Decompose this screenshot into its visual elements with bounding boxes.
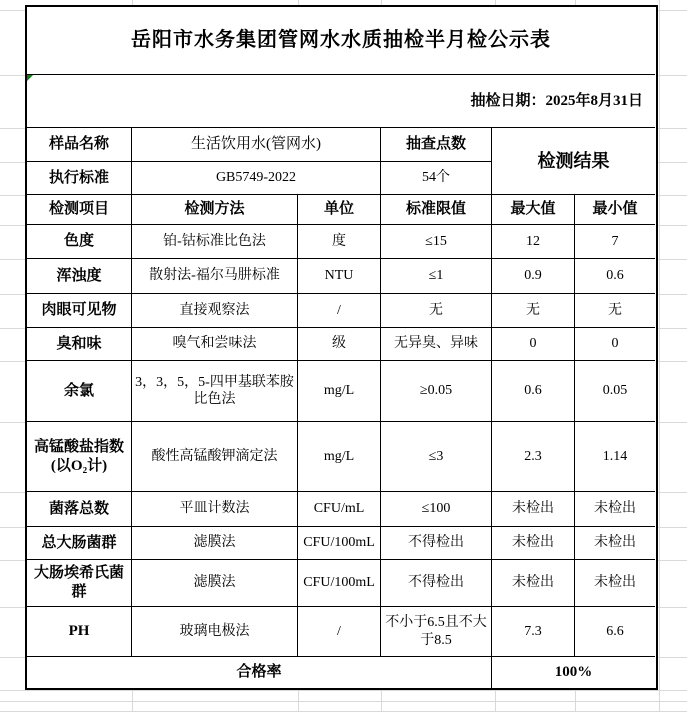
cell-method[interactable]: 滤膜法 bbox=[132, 560, 298, 607]
cell-item[interactable]: 色度 bbox=[27, 225, 132, 259]
sample-date-text: 抽检日期：2025年8月31日 bbox=[470, 92, 643, 109]
cell-sample-name-label[interactable]: 样品名称 bbox=[27, 128, 132, 162]
cell-unit[interactable]: CFU/mL bbox=[298, 492, 381, 527]
cell-limit[interactable]: 不得检出 bbox=[381, 560, 492, 607]
cell-item[interactable]: 高锰酸盐指数(以O₂计) bbox=[27, 422, 132, 492]
cell-max[interactable]: 0 bbox=[492, 328, 575, 361]
cell-max[interactable]: 无 bbox=[492, 294, 575, 328]
cell-unit[interactable]: 级 bbox=[298, 328, 381, 361]
cell-item[interactable]: PH bbox=[27, 607, 132, 657]
cell-unit[interactable]: CFU/100mL bbox=[298, 560, 381, 607]
water-quality-table bbox=[25, 5, 658, 690]
cell-method[interactable]: 平皿计数法 bbox=[132, 492, 298, 527]
col-header-limit[interactable]: 标准限值 bbox=[381, 195, 492, 225]
cell-min[interactable]: 无 bbox=[575, 294, 655, 328]
cell-max[interactable]: 0.9 bbox=[492, 259, 575, 294]
cell-method[interactable]: 铂-钴标准比色法 bbox=[132, 225, 298, 259]
cell-min[interactable]: 0.05 bbox=[575, 361, 655, 422]
cell-max[interactable]: 未检出 bbox=[492, 560, 575, 607]
cell-method[interactable]: 嗅气和尝味法 bbox=[132, 328, 298, 361]
cell-pass-rate-label[interactable]: 合格率 bbox=[27, 657, 492, 688]
cell-method[interactable]: 酸性高锰酸钾滴定法 bbox=[132, 422, 298, 492]
cell-unit[interactable]: NTU bbox=[298, 259, 381, 294]
cell-max[interactable]: 2.3 bbox=[492, 422, 575, 492]
col-header-min[interactable]: 最小值 bbox=[575, 195, 655, 225]
cell-sample-name-value[interactable]: 生活饮用水(管网水) bbox=[132, 128, 381, 162]
cell-result-header[interactable]: 检测结果 bbox=[492, 128, 655, 195]
cell-item[interactable]: 臭和味 bbox=[27, 328, 132, 361]
cell-limit[interactable]: 不小于6.5且不大于8.5 bbox=[381, 607, 492, 657]
cell-limit[interactable]: 无异臭、异味 bbox=[381, 328, 492, 361]
cell-max[interactable]: 未检出 bbox=[492, 527, 575, 560]
col-header-method[interactable]: 检测方法 bbox=[132, 195, 298, 225]
cell-limit[interactable]: ≤15 bbox=[381, 225, 492, 259]
cell-max[interactable]: 7.3 bbox=[492, 607, 575, 657]
cell-item[interactable]: 大肠埃希氏菌群 bbox=[27, 560, 132, 607]
cell-min[interactable]: 0.6 bbox=[575, 259, 655, 294]
cell-min[interactable]: 0 bbox=[575, 328, 655, 361]
cell-min[interactable]: 7 bbox=[575, 225, 655, 259]
cell-method[interactable]: 玻璃电极法 bbox=[132, 607, 298, 657]
cell-method[interactable]: 3，3，5，5-四甲基联苯胺比色法 bbox=[132, 361, 298, 422]
col-header-max[interactable]: 最大值 bbox=[492, 195, 575, 225]
cell-max[interactable]: 12 bbox=[492, 225, 575, 259]
cell-limit[interactable]: ≤100 bbox=[381, 492, 492, 527]
cell-pass-rate-value[interactable]: 100% bbox=[554, 664, 593, 681]
cell-error-indicator-triangle[interactable] bbox=[27, 75, 33, 81]
cell-item[interactable]: 总大肠菌群 bbox=[27, 527, 132, 560]
cell-limit[interactable]: 无 bbox=[381, 294, 492, 328]
cell-method[interactable]: 散射法-福尔马肼标准 bbox=[132, 259, 298, 294]
cell-max[interactable]: 0.6 bbox=[492, 361, 575, 422]
cell-sample-date[interactable] bbox=[27, 75, 655, 128]
cell-standard-value[interactable]: GB5749-2022 bbox=[132, 162, 381, 195]
cell-item[interactable]: 浑浊度 bbox=[27, 259, 132, 294]
cell-min[interactable]: 6.6 bbox=[575, 607, 655, 657]
col-header-item[interactable]: 检测项目 bbox=[27, 195, 132, 225]
cell-item[interactable]: 余氯 bbox=[27, 361, 132, 422]
cell-check-points-label[interactable]: 抽查点数 bbox=[381, 128, 492, 162]
cell-min[interactable]: 未检出 bbox=[575, 527, 655, 560]
cell-min[interactable]: 未检出 bbox=[575, 492, 655, 527]
cell-limit[interactable]: ≤3 bbox=[381, 422, 492, 492]
cell-item[interactable]: 肉眼可见物 bbox=[27, 294, 132, 328]
cell-table-title[interactable]: 岳阳市水务集团管网水水质抽检半月检公示表 bbox=[27, 7, 655, 75]
cell-max[interactable]: 未检出 bbox=[492, 492, 575, 527]
cell-min[interactable]: 1.14 bbox=[575, 422, 655, 492]
cell-unit[interactable]: mg/L bbox=[298, 422, 381, 492]
cell-unit[interactable]: / bbox=[298, 607, 381, 657]
cell-item[interactable]: 菌落总数 bbox=[27, 492, 132, 527]
cell-standard-label[interactable]: 执行标准 bbox=[27, 162, 132, 195]
cell-check-points-value[interactable]: 54个 bbox=[381, 162, 492, 195]
cell-method[interactable]: 滤膜法 bbox=[132, 527, 298, 560]
cell-limit[interactable]: ≤1 bbox=[381, 259, 492, 294]
cell-unit[interactable]: mg/L bbox=[298, 361, 381, 422]
cell-unit[interactable]: 度 bbox=[298, 225, 381, 259]
cell-min[interactable]: 未检出 bbox=[575, 560, 655, 607]
col-header-unit[interactable]: 单位 bbox=[298, 195, 381, 225]
cell-unit[interactable]: CFU/100mL bbox=[298, 527, 381, 560]
cell-limit[interactable]: ≥0.05 bbox=[381, 361, 492, 422]
cell-unit[interactable]: / bbox=[298, 294, 381, 328]
cell-limit[interactable]: 不得检出 bbox=[381, 527, 492, 560]
cell-method[interactable]: 直接观察法 bbox=[132, 294, 298, 328]
